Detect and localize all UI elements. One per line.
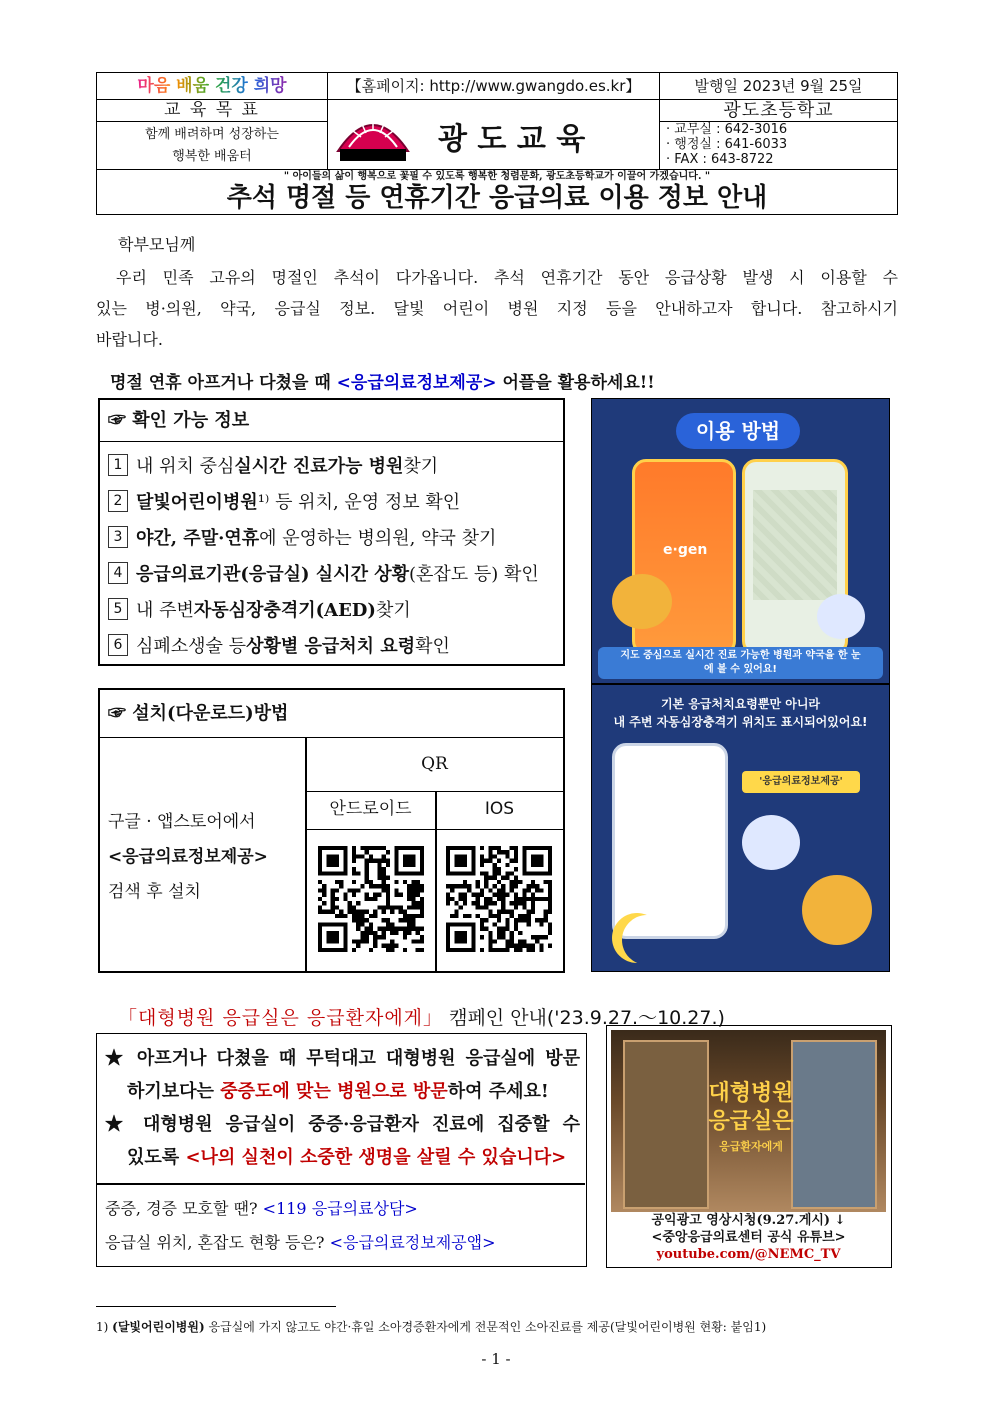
info-item <box>108 488 460 514</box>
campaign-box <box>96 1033 587 1267</box>
usage-poster <box>591 398 890 684</box>
item-number: 4 <box>108 562 128 584</box>
owl-mascot-icon-2 <box>742 815 800 870</box>
item-number: 1 <box>108 454 128 476</box>
android-qr-icon[interactable] <box>318 846 424 952</box>
homepage-cell <box>328 73 660 100</box>
motto-cell <box>97 73 328 100</box>
goal-line1: 함께 배려하며 성장하는 <box>145 127 279 142</box>
homepage: 【홈페이지: http://www.gwangdo.es.kr】 <box>346 77 641 95</box>
star-icon: ★ <box>105 1048 137 1069</box>
footnote <box>96 1318 898 1335</box>
star-icon-2: ★ <box>105 1114 143 1135</box>
install-line1: 구글 · 앱스토어에서 <box>108 812 256 832</box>
goal-title: 교 육 목 표 <box>164 100 260 120</box>
newsletter-header <box>96 72 898 215</box>
app-heading-post: 어플을 활용하세요!! <box>496 373 655 393</box>
campaign-poster-box <box>606 1025 892 1268</box>
issue-date: 발행일 2023년 9월 25일 <box>694 77 863 95</box>
question2-pre: 응급실 위치, 혼잡도 현황 등은? <box>105 1233 330 1252</box>
app-logo-icon: e·gen <box>663 542 708 558</box>
poster-caption: 지도 중심으로 실시간 진료 가능한 병원과 약국을 한 눈에 볼 수 있어요! <box>598 647 883 679</box>
bullet1-post: 하여 주세요! <box>447 1081 549 1102</box>
poster-caption-block <box>607 1212 890 1263</box>
footnote-rule <box>96 1306 336 1307</box>
app-heading <box>110 368 655 393</box>
install-title: ☞ 설치(다운로드)방법 <box>100 690 563 738</box>
school-name: 광도초등학교 <box>723 100 834 121</box>
info-item <box>108 560 539 586</box>
slogan: " 아이들의 삶이 행복으로 꽃필 수 있도록 행복한 청렴문화, 광도초등학교가 이끌어 가겠습니다. " <box>283 171 711 182</box>
bullet1-line1: 아프거나 다쳤을 때 무턱대고 대형병원 응급실에 방문 <box>136 1048 580 1069</box>
poster2-line1: 기본 응급처치요령뿐만 아니라 <box>660 697 821 711</box>
item-number: 5 <box>108 598 128 620</box>
poster-text2: 응급실은 <box>708 1109 794 1134</box>
owl-mascot-icon <box>817 594 865 639</box>
question1-pre: 중증, 경증 모호할 땐? <box>105 1199 263 1218</box>
phone-teachers: · 교무실 : 642-3016 <box>666 122 788 137</box>
poster-title: 이용 방법 <box>676 413 800 449</box>
item-number: 6 <box>108 634 128 656</box>
install-line3: 검색 후 설치 <box>108 882 201 902</box>
footnote-text: 응급실에 가지 않고도 야간·휴일 소아경증환자에게 전문적인 소아진료를 제공(달빛어린이병원 현황: 붙임1) <box>204 1320 767 1334</box>
page-number: - 1 - <box>481 1350 511 1368</box>
info-item <box>108 596 411 622</box>
document-title: 추석 명절 등 연휴기간 응급의료 이용 정보 안내 <box>226 183 768 213</box>
install-line2: <응급의료정보제공> <box>108 847 268 867</box>
bullet1-red: 중증도에 맞는 병원으로 방문 <box>220 1081 448 1102</box>
issue-date-cell <box>660 73 897 100</box>
android-label: 안드로이드 <box>306 791 435 830</box>
campaign-poster-image <box>611 1030 886 1212</box>
bullet2-red: <나의 실천이 소중한 생명을 살릴 수 있습니다> <box>185 1147 567 1168</box>
footnote-bold: (달빛어린이병원) <box>112 1320 205 1334</box>
youtube-link[interactable]: youtube.com/@NEMC_TV <box>656 1247 841 1262</box>
phone-mockup <box>612 743 728 939</box>
item-text: 내 주변 <box>136 600 194 621</box>
goal-cell <box>97 122 328 170</box>
firstaid-poster <box>591 684 890 972</box>
item-number: 2 <box>108 490 128 512</box>
item-bold: 응급의료기관(응급실) 실시간 상황 <box>136 564 409 585</box>
logo-text: 광 도 교 육 <box>438 122 586 157</box>
item-bold: 야간, 주말·연휴 <box>136 528 260 549</box>
info-box <box>98 398 565 666</box>
cat-mascot-icon <box>612 574 672 629</box>
campaign-bullets <box>105 1042 580 1174</box>
logo-cell <box>328 100 660 170</box>
poster-caption1: 공익광고 영상시청(9.27.게시) ↓ <box>651 1213 846 1228</box>
phone-admin: · 행정실 : 641-6033 <box>666 137 788 152</box>
cat-mascot-icon-2 <box>802 875 872 945</box>
intro-paragraph <box>96 262 898 355</box>
question1-link: <119 응급의료상담> <box>262 1199 418 1218</box>
campaign-heading-red: 「대형병원 응급실은 응급환자에게」 <box>118 1007 444 1029</box>
install-box <box>98 688 565 973</box>
item-bold: 실시간 진료가능 병원 <box>234 456 404 477</box>
item-suffix: 확인 <box>415 636 450 657</box>
greeting: 학부모님께 <box>118 235 196 254</box>
poster-caption2: <중앙응급의료센터 공식 유튜브> <box>651 1230 846 1245</box>
poster-headline <box>701 1080 801 1158</box>
bullet2-line1: 대형병원 응급실이 중증·응급환자 진료에 집중할 수 <box>142 1114 580 1135</box>
school-logo-icon <box>334 105 412 163</box>
install-instructions <box>108 805 268 910</box>
info-item <box>108 524 496 550</box>
info-box-title: ☞ 확인 가능 정보 <box>100 400 563 442</box>
info-item <box>108 632 450 658</box>
bullet1-pre: 하기보다는 <box>127 1081 221 1102</box>
app-heading-pre: 명절 연휴 아프거나 다쳤을 때 <box>110 373 337 393</box>
elevator-left <box>623 1040 709 1209</box>
item-text: 내 위치 중심 <box>136 456 235 477</box>
poster2-text <box>592 695 889 731</box>
item-text: 심폐소생술 등 <box>136 636 247 657</box>
goal-line2: 행복한 배움터 <box>172 149 252 164</box>
elevator-right <box>791 1040 877 1209</box>
item-bold: 달빛어린이병원 <box>136 492 258 513</box>
poster2-search: '응급의료정보제공' <box>742 771 860 793</box>
map-icon <box>753 490 837 600</box>
intro-line1: 우리 민족 고유의 명절인 추석이 다가옵니다. 추석 연휴기간 동안 응급상황 발생 시 이용할 수 <box>116 268 898 287</box>
bullet2-pre: 있도록 <box>127 1147 186 1168</box>
item-suffix: (혼잡도 등) 확인 <box>409 564 539 585</box>
qr-label: QR <box>306 738 563 792</box>
poster-text1: 대형병원 <box>708 1081 794 1106</box>
contact-cell <box>660 122 897 170</box>
app-heading-app: <응급의료정보제공> <box>336 373 497 393</box>
ios-qr-icon[interactable] <box>446 846 552 952</box>
poster2-line2: 내 주변 자동심장충격기 위치도 표시되어있어요! <box>613 715 868 729</box>
item-suffix: 찾기 <box>375 600 411 621</box>
poster-text3: 응급환자에게 <box>719 1140 783 1153</box>
info-item <box>108 452 438 478</box>
item-suffix: 찾기 <box>403 456 439 477</box>
question2-link: <응급의료정보제공앱> <box>329 1233 496 1252</box>
footnote-number: 1) <box>96 1320 109 1334</box>
campaign-questions <box>105 1192 496 1260</box>
item-suffix: 에 운영하는 병의원, 약국 찾기 <box>259 528 497 549</box>
intro-line2: 있는 병·의원, 약국, 응급실 정보. 달빛 어린이 병원 지정 등을 안내하고자 합니다. 참고하시기 <box>96 299 898 318</box>
intro-line3: 바랍니다. <box>96 330 163 349</box>
item-bold: 자동심장충격기(AED) <box>193 600 376 621</box>
item-suffix: ¹⁾ 등 위치, 운영 정보 확인 <box>257 492 461 513</box>
school-name-cell <box>660 100 897 122</box>
item-bold: 상황별 응급처치 요령 <box>246 636 416 657</box>
moon-icon <box>622 915 672 965</box>
item-number: 3 <box>108 526 128 548</box>
motto: 마음 배움 건강 희망 <box>137 76 287 96</box>
ios-label: IOS <box>436 791 563 830</box>
fax: · FAX : 643-8722 <box>666 152 774 167</box>
campaign-heading-rest: 캠페인 안내('23.9.27.～10.27.) <box>443 1007 725 1029</box>
goal-title-cell <box>97 100 328 122</box>
